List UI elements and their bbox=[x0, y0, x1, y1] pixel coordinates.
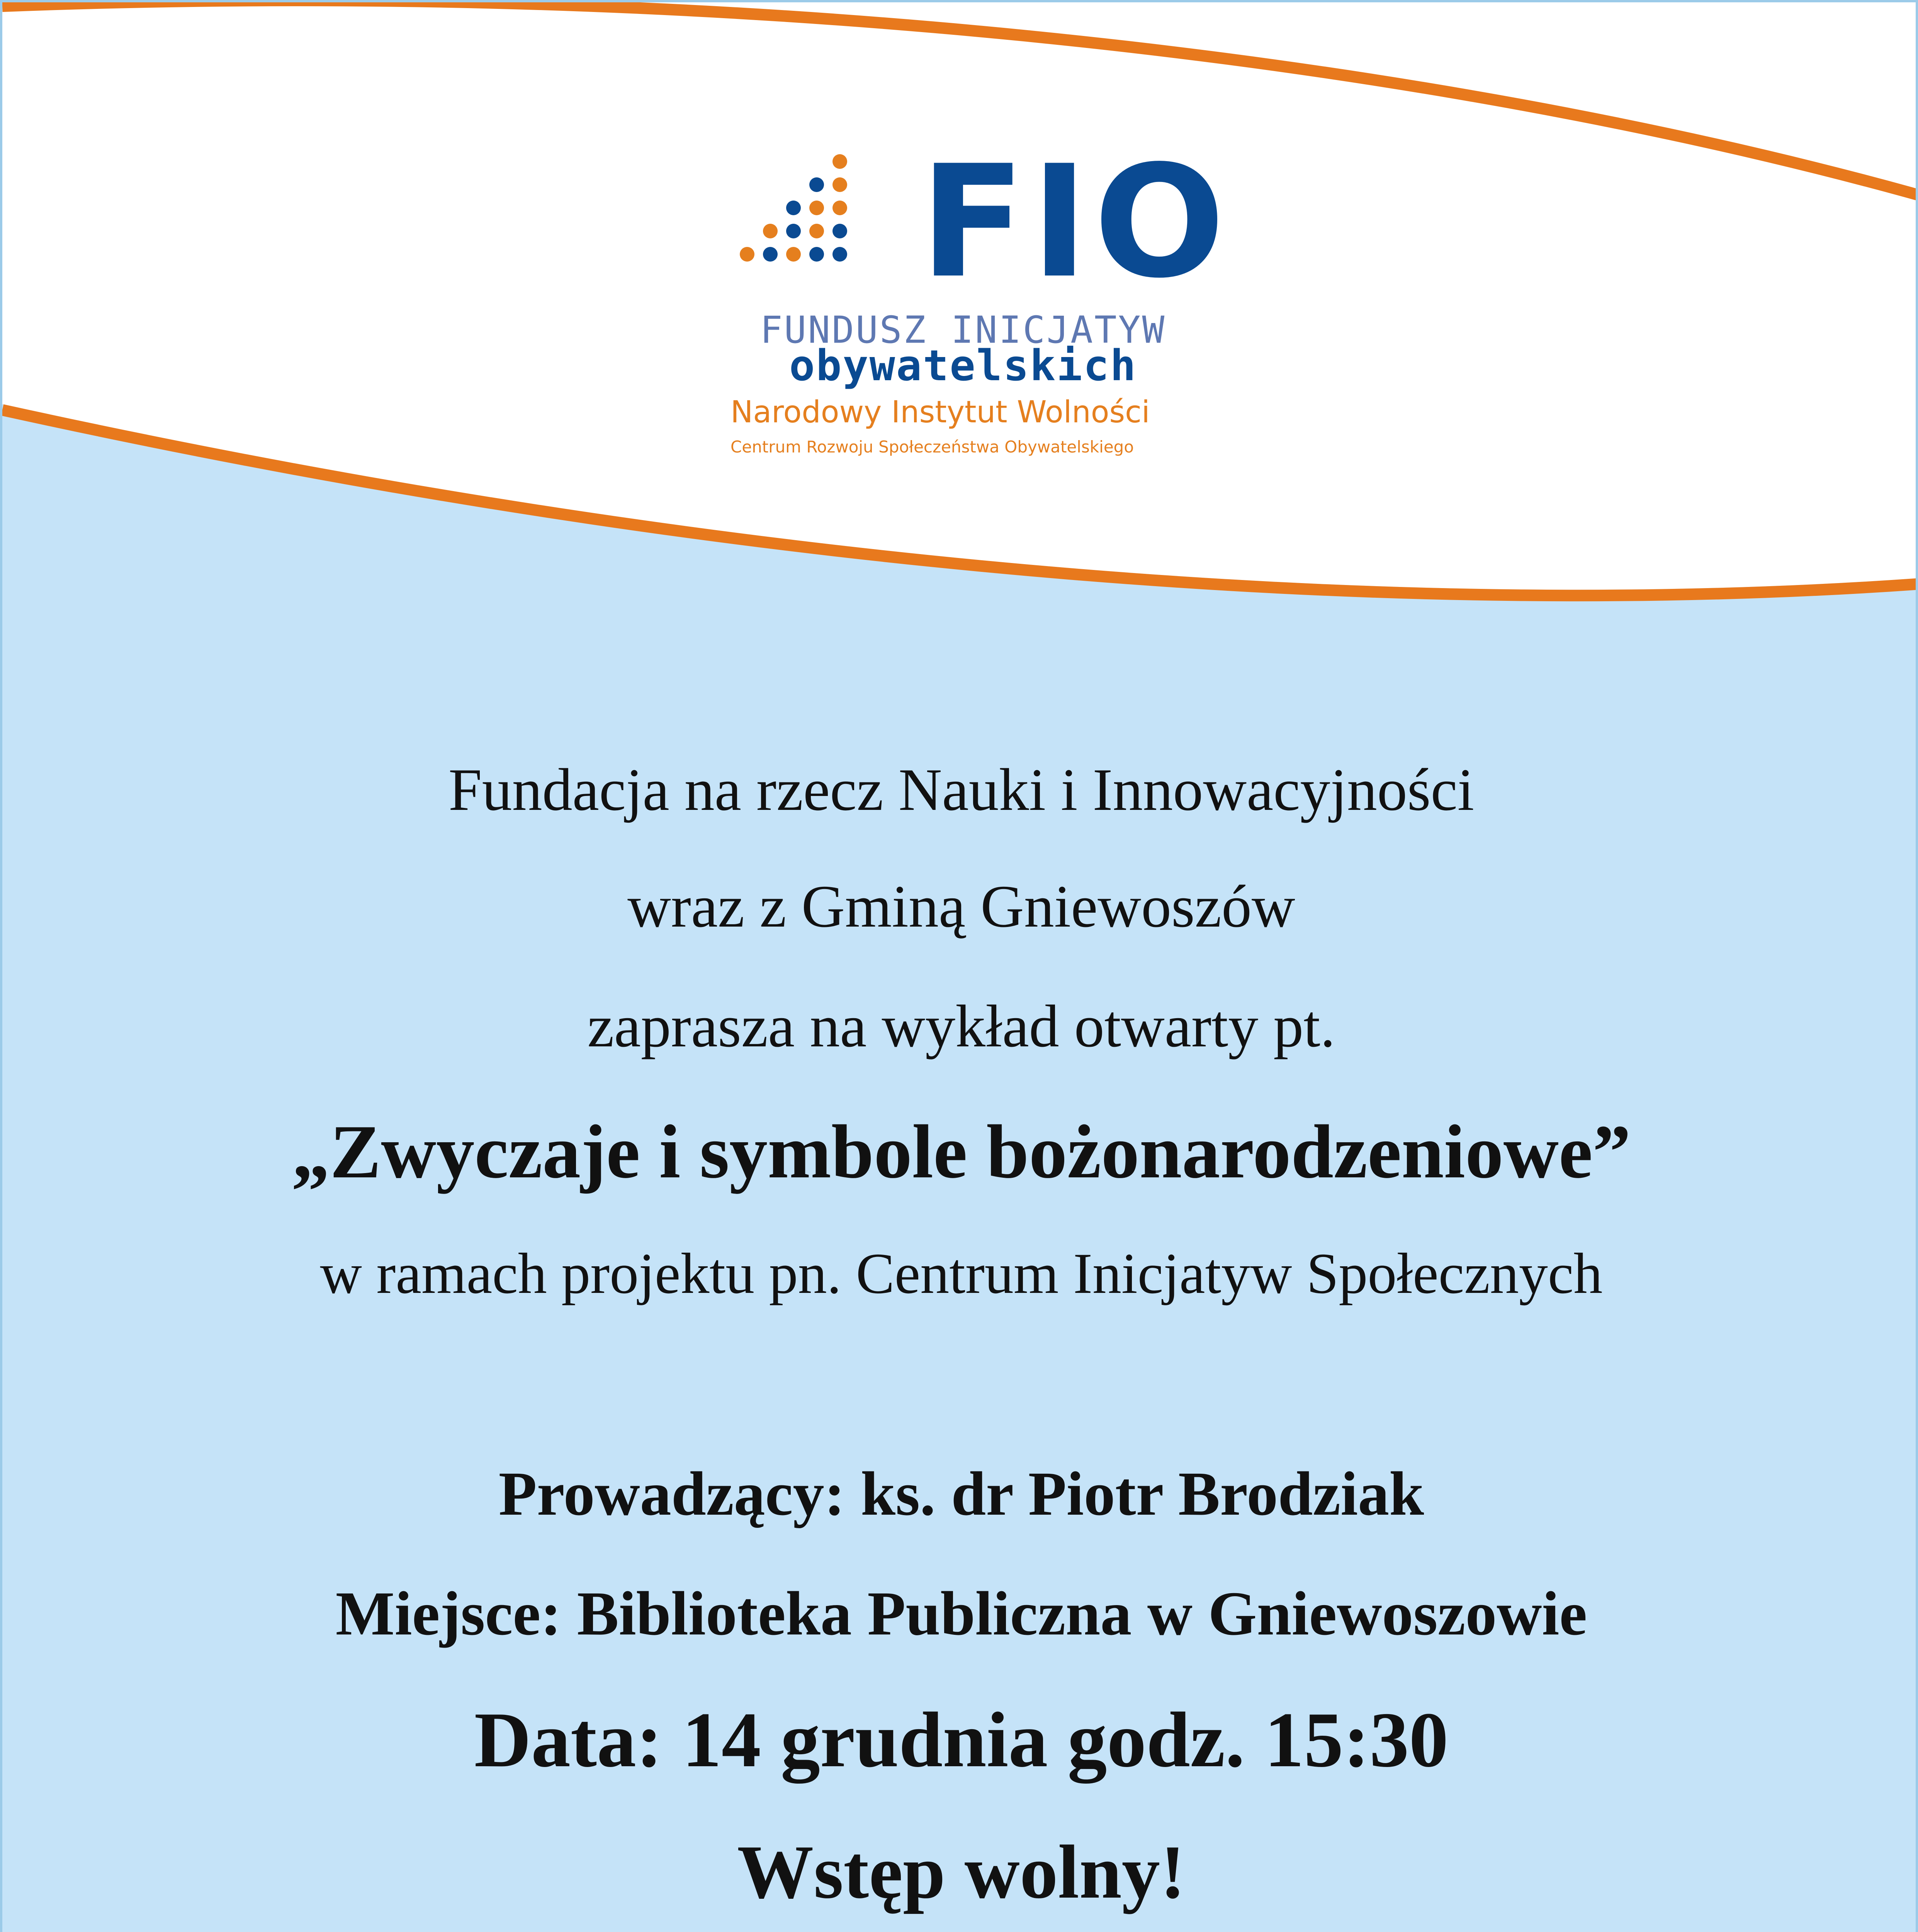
organizer-line: Fundacja na rzecz Nauki i Innowacyjności bbox=[448, 756, 1475, 823]
fio-line-fundusz: FUNDUSZ INICJATYW bbox=[760, 308, 1166, 352]
fio-acronym: FIO bbox=[920, 133, 1231, 312]
entry-line: Wstęp wolny! bbox=[737, 1830, 1186, 1914]
fio-logo bbox=[725, 133, 1231, 470]
intro-line: zaprasza na wykład otwarty pt. bbox=[587, 993, 1335, 1060]
partner-line: wraz z Gminą Gniewoszów bbox=[627, 873, 1295, 940]
fio-line-centrum: Centrum Rozwoju Społeczeństwa Obywatelskiego bbox=[731, 437, 1134, 456]
date-line: Data: 14 grudnia godz. 15:30 bbox=[474, 1696, 1449, 1784]
fio-line-obywatelskich: obywatelskich bbox=[789, 341, 1137, 390]
lecture-title: „Zwyczaje i symbole bożonarodzeniowe” bbox=[292, 1109, 1631, 1194]
place-line: Miejsce: Biblioteka Publiczna w Gniewoszowie bbox=[335, 1579, 1587, 1648]
lecturer-line: Prowadzący: ks. dr Piotr Brodziak bbox=[498, 1459, 1424, 1529]
project-line: w ramach projektu pn. Centrum Inicjatyw Społecznych bbox=[320, 1242, 1603, 1306]
fio-line-instytut: Narodowy Instytut Wolności bbox=[731, 395, 1150, 430]
dots-pyramid-icon bbox=[725, 153, 852, 281]
